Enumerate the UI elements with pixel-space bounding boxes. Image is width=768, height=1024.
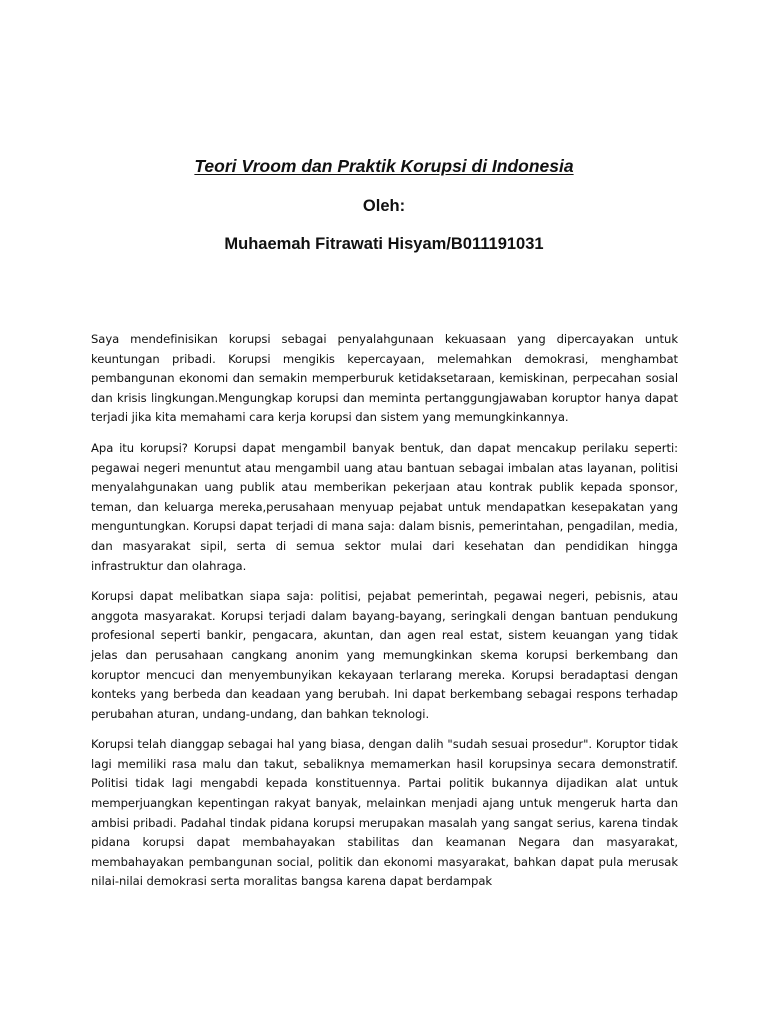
paragraph: Apa itu korupsi? Korupsi dapat mengambil banyak bentuk, dan dapat mencakup perilaku seperti: pegawai negeri menuntut atau mengambil uang atau bantuan sebagai imbalan atas layanan, politisi menyalahgunakan uang publik atau memberikan pekerjaan atau kontrak publik kepada sponsor, teman, dan keluarga mereka,perusahaan menyuap pejabat untuk mendapatkan kesepakatan yang menguntungkan. Korupsi dapat terjadi di mana saja: dalam bisnis, pemerintahan, pengadilan, media, dan masyarakat sipil, serta di semua sektor mulai dari kesehatan dan pendidikan hingga infrastruktur dan olahraga. [91, 440, 678, 573]
byline-label: Oleh: [362, 197, 406, 215]
paragraph: Korupsi telah dianggap sebagai hal yang biasa, dengan dalih "sudah sesuai prosedur". Koruptor tidak lagi memiliki rasa malu dan takut, sebaliknya memamerkan hasil korupsinya secara demonstratif. Politisi tidak lagi mengabdi kepada konstituennya. Partai politik bukannya dijadikan alat untuk memperjuangkan kepentingan rakyat banyak, melainkan menjadi ajang untuk mengeruk harta dan ambisi pribadi. Padahal tindak pidana korupsi merupakan masalah yang sangat serius, karena tindak pidana korupsi dapat membahayakan stabilitas dan keamanan Negara dan masyarakat, membahayakan pembangunan social, politik dan ekonomi masyarakat, bahkan dapat pula merusak nilai-nilai demokrasi serta moralitas bangsa karena dapat berdampak [91, 737, 678, 889]
document-title-text: Teori Vroom dan Praktik Korupsi di Indonesia [194, 156, 574, 176]
paragraph: Korupsi dapat melibatkan siapa saja: politisi, pejabat pemerintah, pegawai negeri, pebisnis, atau anggota masyarakat. Korupsi terjadi dalam bayang-bayang, seringkali dengan bantuan pendukung profesional seperti bankir, pengacara, akuntan, dan agen real estat, sistem keuangan yang tidak jelas dan perusahaan cangkang anonim yang memungkinkan skema korupsi berkembang dan koruptor mencuci dan menyembunyikan kekayaan terlarang mereka. Korupsi beradaptasi dengan konteks yang berbeda dan keadaan yang berubah. Ini dapat berkembang sebagai respons terhadap perubahan aturan, undang-undang, dan bahkan teknologi. [91, 589, 678, 721]
document-title [0, 156, 768, 177]
document-body [91, 330, 678, 903]
paragraph: Saya mendefinisikan korupsi sebagai penyalahgunaan kekuasaan yang dipercayakan untuk keuntungan pribadi. Korupsi mengikis kepercayaan, melemahkan demokrasi, menghambat pembangunan ekonomi dan semakin memperburuk ketidaksetaraan, kemiskinan, perpecahan sosial dan krisis lingkungan.Mengungkap korupsi dan meminta pertanggungjawaban koruptor hanya dapat terjadi jika kita memahami cara kerja korupsi dan sistem yang memungkinkannya. [91, 332, 678, 425]
author-name: Muhaemah Fitrawati Hisyam/B011191031 [224, 235, 544, 253]
